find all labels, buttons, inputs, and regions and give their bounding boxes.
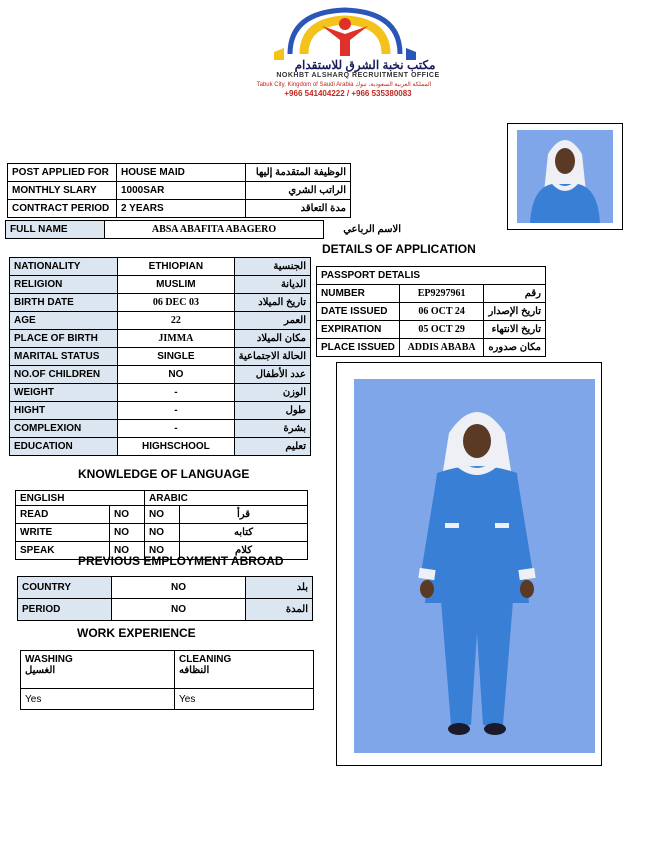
- language-write-arabic-label: كتابه: [180, 524, 308, 542]
- table-row: [317, 303, 546, 321]
- full-body-photo: [337, 363, 601, 765]
- table-row: [16, 506, 308, 524]
- nationality-value: ETHIOPIAN: [118, 258, 234, 276]
- table-row: [8, 182, 351, 200]
- table-row: [18, 599, 313, 621]
- personal-details-table: [9, 257, 311, 456]
- full-body-photo-frame: [336, 362, 602, 766]
- passport-expiration-label: EXPIRATION: [317, 321, 400, 339]
- table-row: [16, 524, 308, 542]
- marital-status-value: SINGLE: [118, 348, 234, 366]
- passport-date-issued-arabic: تاريخ الإصدار: [484, 303, 546, 321]
- birth-date-value: 06 DEC 03: [118, 294, 234, 312]
- table-row: [18, 577, 313, 599]
- language-read-arabic-label: قرأ: [180, 506, 308, 524]
- passport-table: [316, 266, 546, 357]
- table-row: [10, 420, 311, 438]
- passport-place-issued-value: ADDIS ABABA: [399, 339, 483, 357]
- portrait-photo: [508, 124, 622, 229]
- work-cleaning-value: Yes: [175, 689, 314, 710]
- company-name-arabic: مكتب نخبة الشرق للاستقدام: [294, 58, 436, 72]
- language-title: KNOWLEDGE OF LANGUAGE: [78, 467, 250, 481]
- abroad-table: [17, 576, 313, 621]
- contract-period-arabic: مدة التعاقد: [246, 200, 351, 218]
- company-phones: +966 541404222 / +966 535380083: [284, 89, 412, 98]
- abroad-period-arabic: المدة: [246, 599, 313, 621]
- passport-number-label: NUMBER: [317, 285, 400, 303]
- language-write-label: WRITE: [16, 524, 110, 542]
- nationality-arabic: الجنسية: [234, 258, 310, 276]
- language-english-header: ENGLISH: [16, 491, 145, 506]
- work-washing-cell: [21, 651, 175, 689]
- work-title: WORK EXPERIENCE: [77, 626, 196, 640]
- passport-date-issued-label: DATE ISSUED: [317, 303, 400, 321]
- religion-arabic: الديانة: [234, 276, 310, 294]
- company-name-english: NOKHBT ALSHARQ RECRUITMENT OFFICE: [276, 72, 440, 79]
- language-speak-arabic-label: كلام: [180, 542, 308, 560]
- passport-number-value: EP9297961: [399, 285, 483, 303]
- monthly-salary-arabic: الراتب الشري: [246, 182, 351, 200]
- table-row: [10, 348, 311, 366]
- hight-arabic: طول: [234, 402, 310, 420]
- hight-label: HIGHT: [10, 402, 118, 420]
- table-row: [10, 438, 311, 456]
- passport-title: PASSPORT DETALIS: [317, 267, 546, 285]
- table-row: [16, 491, 308, 506]
- post-applied-value: HOUSE MAID: [117, 164, 246, 182]
- table-row: [10, 276, 311, 294]
- language-read-label: READ: [16, 506, 110, 524]
- no-of-children-arabic: عدد الأطفال: [234, 366, 310, 384]
- abroad-country-arabic: بلد: [246, 577, 313, 599]
- place-of-birth-label: PLACE OF BIRTH: [10, 330, 118, 348]
- complexion-arabic: بشرة: [234, 420, 310, 438]
- no-of-children-value: NO: [118, 366, 234, 384]
- table-row: [6, 221, 406, 239]
- table-row: [8, 200, 351, 218]
- place-of-birth-arabic: مكان الميلاد: [234, 330, 310, 348]
- work-washing-label: WASHING: [25, 654, 73, 665]
- abroad-country-label: COUNTRY: [18, 577, 112, 599]
- age-arabic: العمر: [234, 312, 310, 330]
- work-cleaning-label: CLEANING: [179, 654, 232, 665]
- table-row: [21, 689, 314, 710]
- details-title: DETAILS OF APPLICATION: [322, 242, 476, 256]
- company-logo: [270, 4, 420, 66]
- work-cleaning-arabic: النظافه: [179, 665, 210, 676]
- religion-label: RELIGION: [10, 276, 118, 294]
- logo-emblem-icon: [270, 4, 420, 66]
- table-row: [10, 402, 311, 420]
- table-row: [21, 651, 314, 689]
- abroad-period-label: PERIOD: [18, 599, 112, 621]
- no-of-children-label: NO.OF CHILDREN: [10, 366, 118, 384]
- passport-expiration-value: 05 OCT 29: [399, 321, 483, 339]
- nationality-label: NATIONALITY: [10, 258, 118, 276]
- abroad-title: PREVIOUS EMPLOYMENT ABROAD: [78, 554, 284, 568]
- table-row: [317, 321, 546, 339]
- place-of-birth-value: JIMMA: [118, 330, 234, 348]
- language-speak-arabic: NO: [145, 542, 180, 560]
- post-applied-label: POST APPLIED FOR: [8, 164, 117, 182]
- table-row: [317, 339, 546, 357]
- passport-place-issued-label: PLACE ISSUED: [317, 339, 400, 357]
- work-washing-value: Yes: [21, 689, 175, 710]
- post-applied-arabic: الوظيفة المتقدمة إليها: [246, 164, 351, 182]
- language-write-arabic: NO: [145, 524, 180, 542]
- table-row: [10, 258, 311, 276]
- birth-date-arabic: تاريخ الميلاد: [234, 294, 310, 312]
- work-table: [20, 650, 314, 710]
- company-location: Tabuk City, Kingdom of Saudi Arabia المملكة العربية السعودية، تبوك: [256, 82, 432, 88]
- marital-status-label: MARITAL STATUS: [10, 348, 118, 366]
- table-row: [10, 366, 311, 384]
- position-table: [7, 163, 351, 218]
- marital-status-arabic: الحالة الاجتماعية: [234, 348, 310, 366]
- table-row: [10, 330, 311, 348]
- portrait-photo-frame: [507, 123, 623, 230]
- age-label: AGE: [10, 312, 118, 330]
- table-row: [317, 285, 546, 303]
- abroad-period-value: NO: [112, 599, 246, 621]
- table-row: [317, 267, 546, 285]
- full-name-arabic: الاسم الرباعي: [343, 224, 401, 235]
- table-row: [8, 164, 351, 182]
- abroad-country-value: NO: [112, 577, 246, 599]
- passport-number-arabic: رقم: [484, 285, 546, 303]
- language-speak-english: NO: [110, 542, 145, 560]
- education-value: HIGHSCHOOL: [118, 438, 234, 456]
- contract-period-value: 2 YEARS: [117, 200, 246, 218]
- language-arabic-header: ARABIC: [145, 491, 308, 506]
- passport-expiration-arabic: تاريخ الانتهاء: [484, 321, 546, 339]
- table-row: [10, 384, 311, 402]
- hight-value: -: [118, 402, 234, 420]
- complexion-value: -: [118, 420, 234, 438]
- monthly-salary-value: 1000SAR: [117, 182, 246, 200]
- language-read-english: NO: [110, 506, 145, 524]
- weight-value: -: [118, 384, 234, 402]
- religion-value: MUSLIM: [118, 276, 234, 294]
- education-label: EDUCATION: [10, 438, 118, 456]
- weight-arabic: الوزن: [234, 384, 310, 402]
- language-speak-label: SPEAK: [16, 542, 110, 560]
- full-name-label: FULL NAME: [6, 221, 105, 239]
- complexion-label: COMPLEXION: [10, 420, 118, 438]
- age-value: 22: [118, 312, 234, 330]
- weight-label: WEIGHT: [10, 384, 118, 402]
- work-washing-arabic: الغسيل: [25, 665, 56, 676]
- language-table: [15, 490, 308, 560]
- monthly-salary-label: MONTHLY SLARY: [8, 182, 117, 200]
- language-write-english: NO: [110, 524, 145, 542]
- full-name-value: ABSA ABAFITA ABAGERO: [105, 221, 324, 239]
- work-cleaning-cell: [175, 651, 314, 689]
- table-row: [10, 294, 311, 312]
- passport-place-issued-arabic: مكان صدوره: [484, 339, 546, 357]
- language-read-arabic: NO: [145, 506, 180, 524]
- birth-date-label: BIRTH DATE: [10, 294, 118, 312]
- education-arabic: تعليم: [234, 438, 310, 456]
- full-name-table: [5, 220, 405, 239]
- contract-period-label: CONTRACT PERIOD: [8, 200, 117, 218]
- table-row: [10, 312, 311, 330]
- passport-date-issued-value: 06 OCT 24: [399, 303, 483, 321]
